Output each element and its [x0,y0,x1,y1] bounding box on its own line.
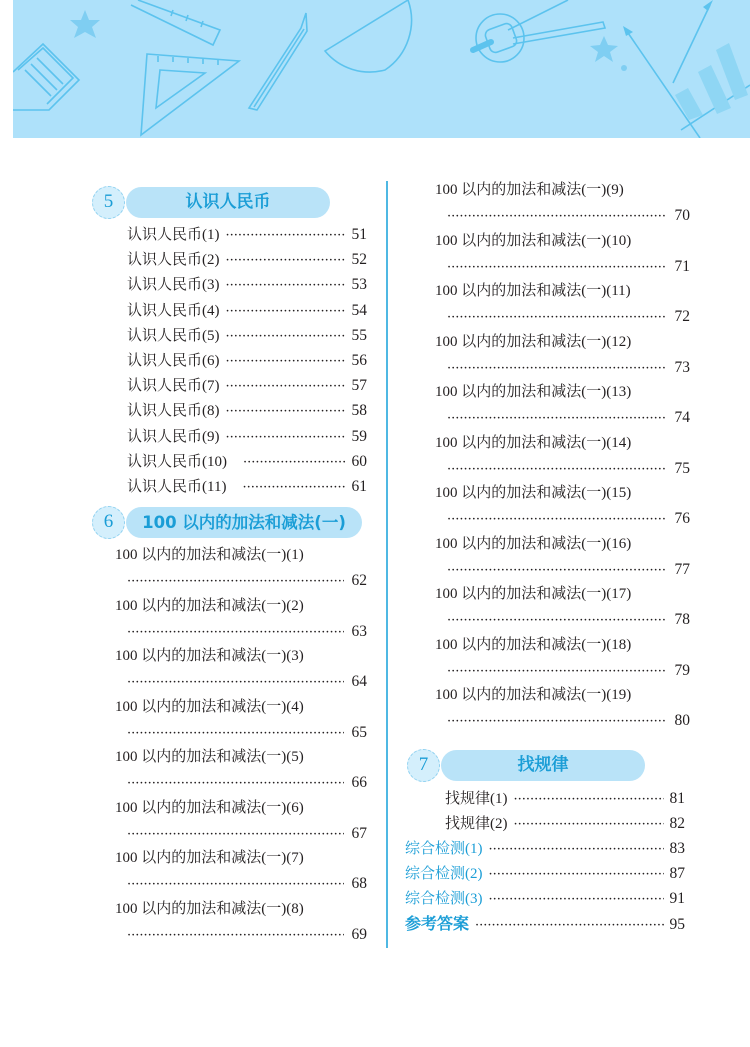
page-number: 62 [351,572,367,590]
ruler-icon [131,0,220,45]
compass-icon [473,0,605,62]
dot-leader [514,812,664,837]
page-number: 58 [351,402,367,420]
toc-entry[interactable] [435,279,690,330]
page-number: 83 [669,839,685,857]
toc-right-column [405,178,695,937]
toc-entry[interactable] [435,481,690,532]
toc-entry-test[interactable] [405,886,685,911]
dot-leader [127,872,344,898]
entry-label: 100 以内的加法和减法(一)(7) [115,850,304,867]
page-number: 80 [674,712,690,729]
entry-label: 100 以内的加法和减法(一)(13) [435,384,632,400]
toc-entry[interactable] [127,323,367,348]
toc-entry[interactable] [115,796,367,847]
toc-entry[interactable] [435,330,690,381]
page-number: 95 [669,916,685,934]
entry-label: 综合检测(2) [405,866,483,883]
entry-label: 认识人民币(4) [127,302,220,319]
page-number: 79 [674,661,690,679]
page-number: 56 [351,351,367,369]
toc-entry[interactable] [115,846,367,897]
entry-label: 综合检测(1) [405,840,483,857]
page-number: 69 [351,925,367,943]
dot-leader [226,374,346,399]
section-header-6[interactable] [90,505,380,539]
dot-leader [127,721,344,747]
entry-label: 认识人民币(2) [127,252,220,269]
toc-entry[interactable] [127,272,367,297]
dot-leader [489,887,664,912]
entry-label: 认识人民币(8) [127,403,220,420]
dot-leader [127,670,344,696]
toc-entry[interactable] [127,449,367,474]
entry-label: 100 以内的加法和减法(一)(14) [435,434,632,451]
dot-leader [447,659,667,685]
dot-leader [447,356,667,382]
entry-label: 认识人民币(3) [127,277,220,294]
star-icon [590,36,627,71]
dot-leader [489,837,664,862]
dot-leader [475,913,663,938]
dot-leader [226,273,346,298]
page-number: 60 [351,452,367,470]
entry-label: 认识人民币(10) [127,453,227,470]
page-number: 76 [674,510,690,527]
entry-label: 认识人民币(1) [127,227,220,243]
page-number: 74 [674,409,690,426]
dot-leader [447,608,667,634]
toc-entry[interactable] [435,229,690,280]
toc-entry[interactable] [127,373,367,398]
toc-entry[interactable] [445,811,685,836]
star-icon [70,10,100,38]
section-7-items [405,786,685,836]
entry-label: 100 以内的加法和减法(一)(12) [435,333,632,350]
dot-leader [127,569,344,595]
entry-label: 100 以内的加法和减法(一)(6) [115,799,304,816]
toc-entry[interactable] [435,582,690,633]
dot-leader [243,450,346,475]
toc-entry[interactable] [127,298,367,323]
entry-label: 参考答案 [405,914,470,934]
toc-entry[interactable] [127,424,367,449]
toc-entry[interactable] [435,683,690,734]
bar-chart-icon [623,0,750,138]
dot-leader [447,406,667,432]
page-number: 78 [674,611,690,628]
page-number: 77 [674,560,690,578]
dot-leader [226,324,346,349]
entry-label: 100 以内的加法和减法(一)(8) [115,900,304,917]
toc-entry[interactable] [127,247,367,272]
header-banner [13,0,750,138]
dot-leader [489,862,664,887]
extra-entries [405,836,685,937]
section-number-badge: 5 [92,186,125,219]
page-number: 68 [351,875,367,893]
dot-leader [447,558,667,584]
entry-label: 认识人民币(7) [127,378,220,395]
dot-leader [226,299,346,324]
page-number: 81 [669,789,685,807]
column-divider [386,181,388,948]
dot-leader [226,248,346,273]
toc-entry[interactable] [115,543,367,594]
toc-entry[interactable] [115,695,367,746]
entry-label: 100 以内的加法和减法(一)(5) [115,749,304,766]
page-number: 71 [674,257,690,275]
toc-entry[interactable] [115,745,367,796]
page-number: 55 [351,326,367,344]
protractor-icon [325,0,412,72]
page-number: 75 [674,459,690,477]
entry-label: 综合检测(3) [405,891,483,908]
dot-leader [447,457,667,483]
section-6-items-left [90,543,367,947]
page-number: 67 [351,824,367,842]
page-number: 65 [351,723,367,741]
toc-entry[interactable] [115,594,367,645]
page-number: 87 [669,865,685,883]
dot-leader [447,204,667,230]
dot-leader [127,923,344,949]
entry-label: 100 以内的加法和减法(一)(18) [435,636,632,653]
pencil-icon [249,13,307,110]
page-number: 52 [351,251,367,269]
dot-leader [226,399,346,424]
toc-left-column [90,185,380,947]
dot-leader [447,507,667,533]
toc-entry[interactable] [445,786,685,811]
toc-entry[interactable] [435,380,690,431]
entry-label: 100 以内的加法和减法(一)(10) [435,232,632,249]
entry-label: 100 以内的加法和减法(一)(9) [435,182,624,198]
dot-leader [447,255,667,281]
page-number: 63 [351,622,367,640]
toc-entry[interactable] [127,474,367,499]
dot-leader [127,771,344,797]
entry-label: 100 以内的加法和减法(一)(16) [435,535,632,552]
toc-entry[interactable] [435,178,690,229]
dot-leader [127,620,344,646]
entry-label: 认识人民币(5) [127,327,220,344]
entry-label: 找规律(2) [445,815,508,832]
entry-label: 100 以内的加法和减法(一)(3) [115,648,304,665]
entry-label: 认识人民币(11) [127,478,227,495]
section-header-5[interactable] [90,185,380,219]
page-number: 64 [351,673,367,691]
toc-entry[interactable] [115,897,367,948]
toc-entry-answers[interactable] [405,911,685,936]
dot-leader [226,223,346,248]
page-number: 54 [351,301,367,319]
dot-leader [242,475,345,500]
toc-entry-test[interactable] [405,861,685,886]
section-title: 认识人民币 [126,187,330,218]
page-number: 53 [351,276,367,294]
entry-label: 认识人民币(6) [127,352,220,369]
section-number-badge: 7 [407,749,440,782]
entry-label: 100 以内的加法和减法(一)(1) [115,547,304,564]
dot-leader [226,425,346,450]
entry-label: 100 以内的加法和减法(一)(11) [435,283,631,299]
toc-entry[interactable] [435,633,690,684]
dot-leader [226,349,346,374]
clipboard-icon [13,44,79,110]
toc-entry-test[interactable] [405,836,685,861]
toc-entry[interactable] [127,348,367,373]
toc-entry[interactable] [435,431,690,482]
toc-entry[interactable] [127,222,367,247]
entry-label: 100 以内的加法和减法(一)(19) [435,687,632,703]
entry-label: 100 以内的加法和减法(一)(17) [435,586,632,602]
toc-entry[interactable] [435,532,690,583]
page-number: 82 [669,814,685,832]
dot-leader [514,787,664,812]
section-header-7[interactable] [405,748,695,782]
entry-label: 100 以内的加法和减法(一)(15) [435,485,632,501]
page-number: 91 [669,890,685,908]
page-number: 51 [351,226,367,243]
entry-label: 认识人民币(9) [127,428,220,445]
page-number: 72 [674,308,690,325]
page-number: 59 [351,427,367,445]
toc-entry[interactable] [115,644,367,695]
section-title: 找规律 [441,750,645,781]
section-5-items [90,222,367,499]
page-number: 73 [674,358,690,376]
section-6-items-right [405,178,690,734]
dot-leader [447,305,667,331]
page-number: 57 [351,377,367,395]
entry-label: 100 以内的加法和减法(一)(4) [115,698,304,715]
set-square-icon [141,54,239,135]
page-number: 61 [351,477,367,495]
toc-entry[interactable] [127,398,367,423]
page-number: 70 [674,207,690,224]
entry-label: 100 以内的加法和减法(一)(2) [115,597,304,614]
dot-leader [447,709,667,735]
section-title: 100 以内的加法和减法(一) [126,507,362,538]
page-number: 66 [351,774,367,792]
section-number-badge: 6 [92,506,125,539]
dot-leader [127,822,344,848]
entry-label: 找规律(1) [445,790,508,807]
